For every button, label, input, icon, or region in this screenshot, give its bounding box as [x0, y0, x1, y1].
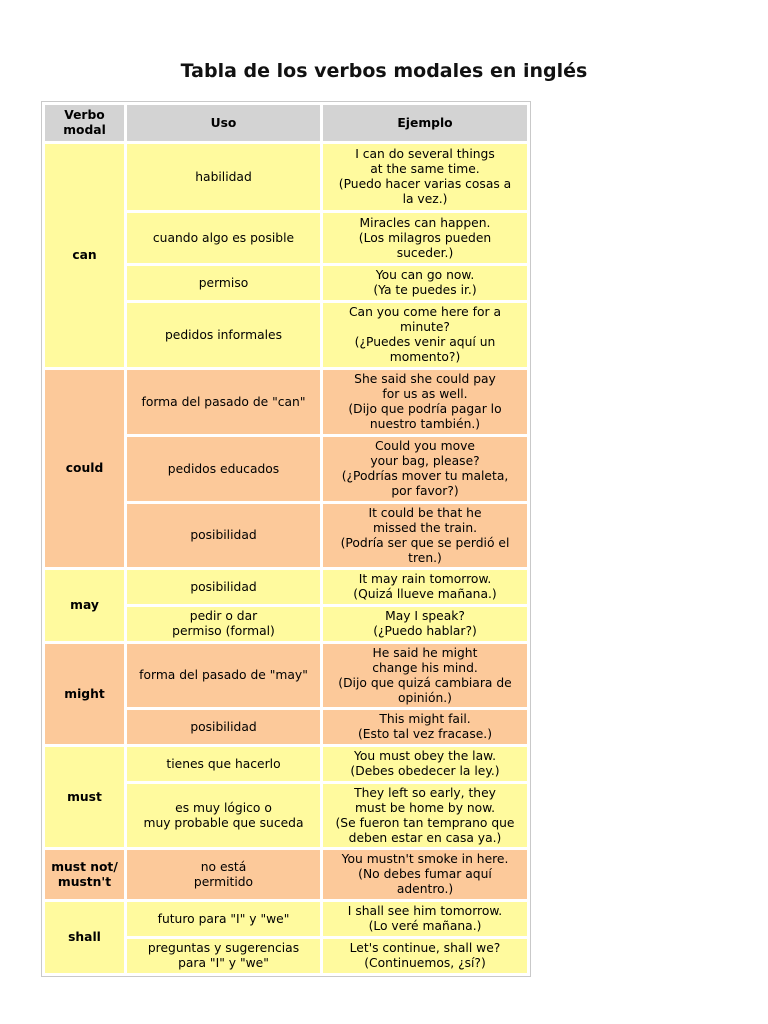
ejemplo-line: momento?): [389, 350, 461, 364]
ejemplo-line: opinión.): [398, 690, 452, 705]
ejemplo-cell: [323, 504, 527, 567]
ejemplo-line: (Dijo que podría pagar lo: [348, 402, 502, 416]
ejemplo-line: minute?: [400, 320, 450, 334]
uso-line: permiso: [198, 275, 249, 290]
table-row: [45, 144, 527, 210]
header-verbo-line: Verbo: [64, 108, 105, 122]
ejemplo-cell: [323, 644, 527, 707]
table-row: [45, 902, 527, 936]
uso-line: para "I" y "we": [178, 956, 269, 970]
table-row: [45, 644, 527, 707]
ejemplo-line: (Los milagros pueden: [358, 230, 492, 245]
ejemplo-line: (¿Puedes venir aquí un: [354, 335, 496, 349]
uso-line: posibilidad: [190, 528, 257, 542]
ejemplo-line: He said he might: [372, 645, 478, 660]
ejemplo-line: It could be that he: [368, 505, 482, 520]
ejemplo-line: at the same time.: [370, 162, 480, 176]
verb-cell: may: [45, 570, 124, 641]
uso-line: cuando algo es posible: [152, 230, 295, 245]
uso-line: forma del pasado de "may": [139, 668, 308, 682]
ejemplo-line: your bag, please?: [370, 454, 480, 468]
ejemplo-line: They left so early, they: [354, 785, 496, 800]
uso-cell: [127, 850, 320, 899]
uso-cell: [127, 266, 320, 300]
ejemplo-line: (Esto tal vez fracase.): [357, 727, 492, 741]
table-header-row: [45, 105, 527, 141]
ejemplo-line: This might fail.: [379, 712, 471, 726]
header-modal-line: modal: [63, 123, 106, 137]
ejemplo-cell: [323, 607, 527, 641]
uso-line: permitido: [193, 874, 254, 889]
page-title: Tabla de los verbos modales en inglés: [180, 60, 588, 82]
ejemplo-line: (¿Podrías mover tu maleta,: [341, 469, 509, 483]
ejemplo-line: You must obey the law.: [354, 749, 496, 763]
uso-line: futuro para "I" y "we": [157, 911, 290, 926]
uso-line: muy probable que suceda: [143, 815, 304, 830]
ejemplo-line: adentro.): [396, 882, 454, 896]
ejemplo-line: nuestro también.): [369, 417, 481, 431]
ejemplo-cell: [323, 266, 527, 300]
ejemplo-line: tren.): [408, 550, 442, 565]
ejemplo-cell: [323, 850, 527, 899]
uso-cell: [127, 902, 320, 936]
table-body: [45, 144, 527, 973]
header-ejemplo: Ejemplo: [323, 105, 527, 141]
ejemplo-line: (Continuemos, ¿sí?): [364, 956, 486, 970]
uso-cell: [127, 144, 320, 210]
ejemplo-line: for us as well.: [382, 387, 468, 401]
ejemplo-cell: [323, 144, 527, 210]
ejemplo-line: May I speak?: [385, 609, 465, 623]
table-row: [45, 370, 527, 434]
ejemplo-line: must be home by now.: [354, 800, 496, 815]
verb-cell: can: [45, 144, 124, 367]
uso-cell: [127, 747, 320, 781]
uso-cell: [127, 370, 320, 434]
ejemplo-line: (Quizá llueve mañana.): [353, 587, 497, 601]
ejemplo-cell: [323, 437, 527, 501]
verb-cell: must: [45, 747, 124, 847]
ejemplo-line: I shall see him tomorrow.: [347, 904, 503, 918]
uso-line: forma del pasado de "can": [141, 394, 306, 409]
header-uso: Uso: [127, 105, 320, 141]
ejemplo-line: You can go now.: [375, 268, 475, 282]
ejemplo-line: (Se fueron tan temprano que: [335, 815, 515, 830]
uso-line: habilidad: [195, 169, 252, 184]
ejemplo-cell: [323, 939, 527, 973]
ejemplo-line: (Puedo hacer varias cosas a: [338, 177, 512, 191]
uso-line: posibilidad: [190, 579, 257, 594]
ejemplo-line: (Ya te puedes ir.): [373, 283, 477, 297]
modal-verbs-table: [41, 101, 531, 977]
ejemplo-line: (Podría ser que se perdió el: [340, 535, 510, 550]
ejemplo-line: (No debes fumar aquí: [358, 867, 492, 881]
uso-line: pedidos informales: [164, 327, 283, 342]
uso-cell: [127, 303, 320, 367]
verb-cell: might: [45, 644, 124, 744]
ejemplo-line: I can do several things: [355, 147, 495, 161]
ejemplo-cell: [323, 747, 527, 781]
uso-line: pedir o dar: [189, 609, 258, 623]
uso-cell: [127, 939, 320, 973]
ejemplo-line: (Debes obedecer la ley.): [350, 764, 500, 778]
table-row: [45, 747, 527, 781]
uso-cell: [127, 710, 320, 744]
ejemplo-cell: [323, 570, 527, 604]
uso-line: es muy lógico o: [175, 800, 272, 815]
table-row: [45, 850, 527, 899]
ejemplo-line: Could you move: [375, 439, 475, 453]
uso-line: tienes que hacerlo: [166, 756, 281, 771]
uso-cell: [127, 784, 320, 847]
ejemplo-line: Can you come here for a: [348, 305, 502, 319]
uso-cell: [127, 437, 320, 501]
ejemplo-line: suceder.): [396, 245, 454, 260]
ejemplo-line: She said she could pay: [354, 372, 496, 386]
ejemplo-line: Let's continue, shall we?: [349, 941, 501, 955]
uso-line: preguntas y sugerencias: [147, 941, 300, 955]
ejemplo-cell: [323, 784, 527, 847]
uso-line: permiso (formal): [172, 624, 275, 638]
ejemplo-cell: [323, 902, 527, 936]
ejemplo-line: missed the train.: [372, 520, 478, 535]
ejemplo-line: deben estar en casa ya.): [348, 830, 502, 845]
ejemplo-line: It may rain tomorrow.: [358, 572, 492, 586]
ejemplo-line: change his mind.: [372, 660, 478, 675]
ejemplo-line: Miracles can happen.: [359, 215, 491, 230]
uso-cell: [127, 607, 320, 641]
verb-cell: must not/ mustn't: [45, 850, 124, 899]
ejemplo-line: You mustn't smoke in here.: [341, 852, 509, 866]
table-row: [45, 570, 527, 604]
uso-cell: [127, 504, 320, 567]
uso-cell: [127, 570, 320, 604]
uso-cell: [127, 644, 320, 707]
verb-cell: shall: [45, 902, 124, 973]
uso-line: no está: [200, 859, 247, 874]
ejemplo-line: la vez.): [402, 192, 448, 206]
ejemplo-cell: [323, 213, 527, 263]
header-verbo-modal: [45, 105, 124, 141]
ejemplo-cell: [323, 303, 527, 367]
ejemplo-line: (¿Puedo hablar?): [373, 624, 477, 638]
ejemplo-line: por favor?): [391, 484, 459, 498]
ejemplo-line: (Dijo que quizá cambiara de: [338, 675, 512, 690]
ejemplo-line: (Lo veré mañana.): [368, 919, 482, 933]
uso-line: posibilidad: [190, 719, 257, 734]
ejemplo-cell: [323, 710, 527, 744]
uso-cell: [127, 213, 320, 263]
uso-line: pedidos educados: [167, 461, 280, 476]
verb-cell: could: [45, 370, 124, 567]
ejemplo-cell: [323, 370, 527, 434]
